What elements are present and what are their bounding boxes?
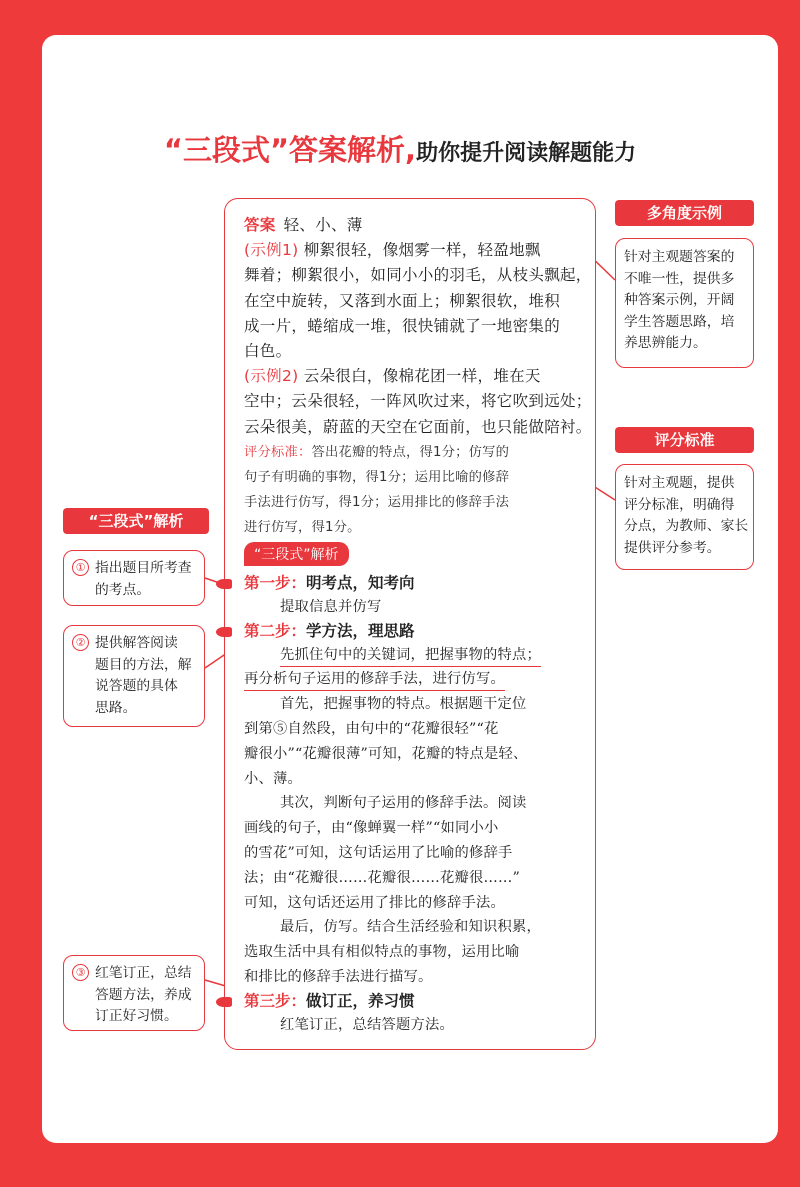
step3-heading: 第三步：做订正，养习惯: [244, 990, 582, 1013]
step2-p1-3: 瓣很小”“花瓣很薄”可知，花瓣的特点是轻、: [244, 745, 528, 762]
example2-label: (示例2): [244, 367, 299, 386]
example2-line-2: 空中；云朵很轻，一阵风吹过来，将它吹到远处；: [244, 392, 592, 411]
step2-p2-2: 画线的句子，由“像蝉翼一样”“如同小小: [244, 820, 499, 837]
score-line-3: 手法进行仿写，得1分；运用排比的修辞手法: [244, 494, 510, 510]
three-stage-tag: “三段式”解析: [63, 508, 209, 534]
example1-line-1: (示例1) 柳絮很轻，像烟雾一样，轻盈地飘: [244, 241, 541, 260]
example1-line-3: 在空中旋转，又落到水面上；柳絮很软，堆积: [244, 291, 561, 310]
scoring-standard-note: 针对主观题，提供 评分标准，明确得 分点，为教师、家长 提供评分参考。: [615, 464, 754, 570]
step2-p2-5: 可知，这句话还运用了排比的修辞手法。: [244, 894, 505, 911]
title-black: 助你提升阅读解题能力: [416, 141, 637, 166]
note-3: ③ 红笔订正，总结 答题方法，养成 订正好习惯。: [63, 955, 205, 1031]
step2-underlined-1: 先抓住句中的关键词，把握事物的特点；: [280, 644, 541, 667]
example1-line-5: 白色。: [244, 342, 292, 361]
step2-p1-4: 小、薄。: [244, 770, 302, 787]
step1-marker-icon: [216, 579, 232, 589]
title-red: “三段式”答案解析,: [163, 133, 417, 167]
multi-angle-note: 针对主观题答案的 不唯一性，提供多 种答案示例，开阔 学生答题思路，培 养思辨能力。: [615, 238, 754, 368]
step2-p2-1: 其次，判断句子运用的修辞手法。阅读: [280, 795, 527, 812]
step2-p3-2: 选取生活中具有相似特点的事物，运用比喻: [244, 944, 520, 961]
note-3-number: ③: [72, 964, 89, 981]
score-label: 评分标准：: [244, 444, 312, 460]
note-2: ② 提供解答阅读 题目的方法，解 说答题的具体 思路。: [63, 625, 205, 727]
note-1: ① 指出题目所考查 的考点。: [63, 550, 205, 606]
example2-line-1: (示例2) 云朵很白，像棉花团一样，堆在天: [244, 367, 541, 386]
step2-p2-3: 的雪花”可知，这句话运用了比喻的修辞手: [244, 845, 513, 861]
example1-label: (示例1): [244, 241, 299, 260]
step2-p1-1: 首先，把握事物的特点。根据题干定位: [280, 696, 527, 713]
answer-text: 轻、小、薄: [283, 216, 363, 234]
step2-marker-icon: [216, 627, 232, 637]
page-title: [0, 128, 800, 169]
answer-label: 答案: [244, 216, 276, 234]
answer-line: [244, 213, 582, 238]
step1-heading: 第一步：明考点，知考向: [244, 572, 582, 595]
score-line-1: 评分标准：答出花瓣的特点，得1分；仿写的: [244, 444, 510, 460]
note-1-number: ①: [72, 559, 89, 576]
answer-card: [224, 198, 596, 1050]
example1-line-2: 舞着；柳絮很小，如同小小的羽毛，从枝头飘起，: [244, 266, 592, 285]
step2-p3-1: 最后，仿写。结合生活经验和知识积累，: [280, 919, 541, 936]
analysis-tag: “三段式”解析: [244, 542, 349, 566]
step2-heading: 第二步：学方法，理思路: [244, 620, 582, 643]
step3-text: 红笔订正，总结答题方法。: [280, 1016, 454, 1033]
example1-line-4: 成一片，蜷缩成一堆，很快铺就了一地密集的: [244, 316, 561, 335]
note-2-number: ②: [72, 634, 89, 651]
step2-p3-3: 和排比的修辞手法进行描写。: [244, 968, 433, 985]
multi-angle-tag: 多角度示例: [615, 200, 754, 226]
step2-p1-2: 到第⑤自然段，由句中的“花瓣很轻”“花: [244, 721, 499, 738]
step3-marker-icon: [216, 997, 232, 1007]
example2-line-3: 云朵很美，蔚蓝的天空在它面前，也只能做陪衬。: [244, 417, 592, 436]
score-line-4: 进行仿写，得1分。: [244, 519, 361, 535]
scoring-standard-tag: 评分标准: [615, 427, 754, 453]
score-line-2: 句子有明确的事物，得1分；运用比喻的修辞: [244, 469, 510, 485]
step2-p2-4: 法；由“花瓣很……花瓣很……花瓣很……”: [244, 869, 520, 886]
step1-text: 提取信息并仿写: [280, 598, 382, 615]
step2-underlined-2: 再分析句子运用的修辞手法，进行仿写。: [244, 668, 505, 691]
